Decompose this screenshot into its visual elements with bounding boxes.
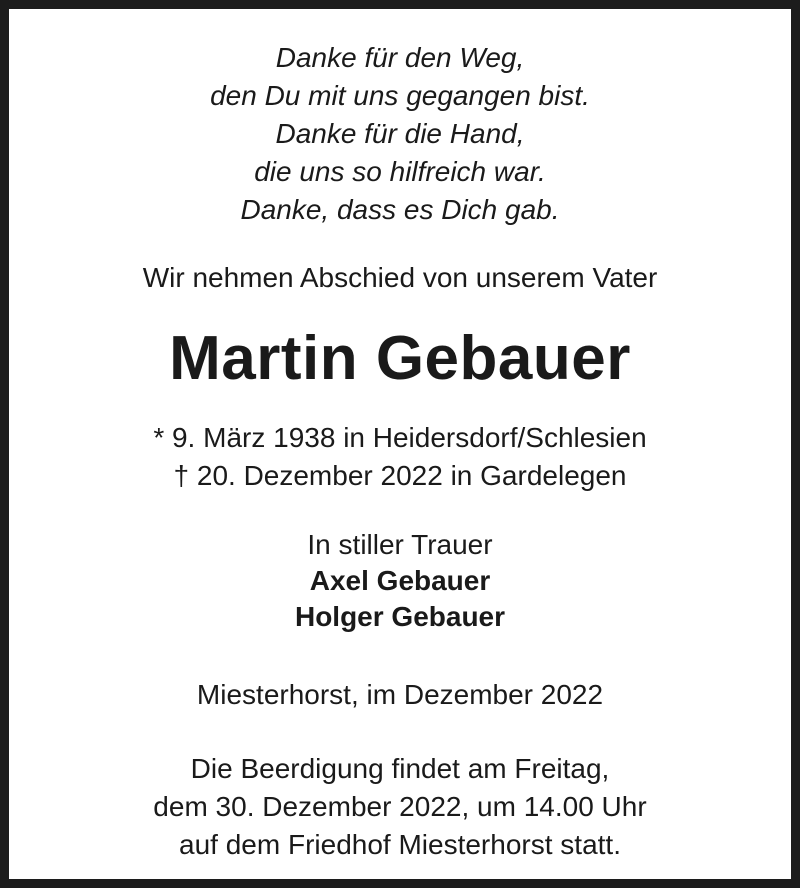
poem-line: Danke für die Hand, <box>275 118 525 149</box>
funeral-line: dem 30. Dezember 2022, um 14.00 Uhr <box>153 791 647 822</box>
poem-line: den Du mit uns gegangen bist. <box>210 80 590 111</box>
poem-line: die uns so hilfreich war. <box>254 156 546 187</box>
birth-date: * 9. März 1938 in Heidersdorf/Schlesien <box>153 422 647 453</box>
place-and-date: Miesterhorst, im Dezember 2022 <box>196 679 604 710</box>
life-dates <box>9 419 791 495</box>
deceased-name: Martin Gebauer <box>169 324 631 393</box>
farewell-intro: Wir nehmen Abschied von unserem Vater <box>142 262 658 293</box>
death-date: † 20. Dezember 2022 in Gardelegen <box>173 460 627 491</box>
mourner-name: Holger Gebauer <box>294 601 506 632</box>
mourner-name: Axel Gebauer <box>309 565 491 596</box>
funeral-details <box>9 750 791 864</box>
mourning-heading: In stiller Trauer <box>307 529 493 560</box>
funeral-line: auf dem Friedhof Miesterhorst statt. <box>179 829 621 860</box>
funeral-line: Die Beerdigung findet am Freitag, <box>190 753 610 784</box>
mourners-block <box>9 527 791 635</box>
poem-line: Danke für den Weg, <box>275 42 525 73</box>
poem-line: Danke, dass es Dich gab. <box>240 194 560 225</box>
memorial-poem <box>9 39 791 229</box>
